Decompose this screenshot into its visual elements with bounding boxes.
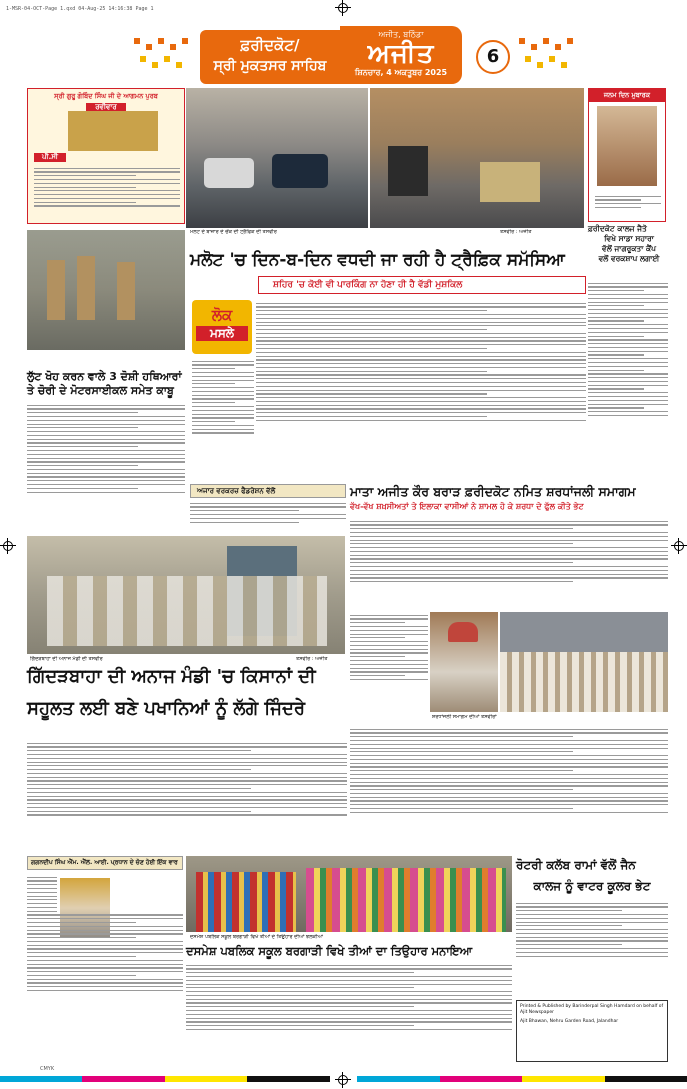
mandi-caption-right: ਤਸਵੀਰ : ਅਜੀਤ [296, 656, 328, 662]
traffic-headline [190, 250, 586, 270]
ad-body-text [34, 165, 180, 221]
page-number: 6 [476, 40, 510, 74]
traffic-subheadline-box [258, 276, 586, 294]
rotary-headline-line-1: ਰੋਟਰੀ ਕਲੱਬ ਰਾਮਾਂ ਵੱਲੋਂ ਜੈਨ [516, 858, 636, 872]
traffic-caption-left: ਮਲੋਟ ਦੇ ਬਾਜ਼ਾਰ ਦੇ ਚੌਂਕ ਦੀ ਟ੍ਰੈਫਿਕ ਦੀ ਤਸਵੀਰ [190, 229, 277, 235]
rotary-headline [516, 858, 668, 894]
imprint-box [516, 1000, 668, 1062]
traffic-photo-right [370, 88, 584, 228]
traffic-caption-right: ਤਸਵੀਰ : ਅਜੀਤ [500, 229, 532, 235]
newspaper-logo: ਅਜੀਤ [367, 39, 435, 69]
right-headline-line-1: ਫ਼ਰੀਦਕੋਟ ਕਾਲਜ ਜੈਤੋ [588, 224, 647, 233]
birthday-child-photo [597, 106, 657, 186]
shradhanjali-body-col [350, 612, 428, 712]
print-slug: 1-MSR-04-OCT-Page 1.qxd 04-Aug-25 14:16:38 Page 1 [6, 6, 154, 12]
ad-badge: ਪੀ.ਸੀ [34, 153, 66, 162]
shradhanjali-header [350, 484, 668, 514]
mandi-headline [27, 666, 347, 720]
shradhanjali-body [350, 518, 668, 610]
birthday-box [588, 88, 666, 222]
right-headline-line-2: ਵਿਖੇ ਸਾਡਾ ਸਹਾਰਾ [604, 234, 654, 243]
masle-label: ਮਸਲੇ [196, 326, 248, 341]
cmyk-label: CMYK [40, 1066, 55, 1072]
ad-subtitle: ਰਵੀਵਾਰ [86, 103, 126, 112]
bottom-left-headline-box [27, 856, 183, 870]
rotary-body [516, 900, 668, 988]
group-photo [27, 536, 345, 654]
lok-label: ਲੋਕ [211, 306, 233, 324]
bottom-left-headline: ਗਗਨਦੀਪ ਸਿੰਘ ਐੱਮ. ਐੱਲ. ਆਈ. ਪ੍ਰਧਾਨ ਦੇ ਚੋਣ ਹੋਈ ਇੱਕ ਵਾਰ [31, 859, 178, 866]
mandi-headline-line-1: ਗਿੱਦੜਬਾਹਾ ਦੀ ਅਨਾਜ ਮੰਡੀ 'ਚ ਕਿਸਾਨਾਂ ਦੀ [27, 666, 316, 687]
religious-ad-box [27, 88, 185, 224]
traffic-subheadline: ਸ਼ਹਿਰ 'ਚ ਕੋਈ ਵੀ ਪਾਰਕਿੰਗ ਨਾ ਹੋਣਾ ਹੀ ਹੈ ਵੱਡੀ ਮੁਸ਼ਕਿਲ [273, 280, 463, 290]
birthday-title: ਜਨਮ ਦਿਨ ਮੁਬਾਰਕ [589, 89, 665, 102]
federation-body [190, 500, 346, 536]
school-headline [186, 944, 512, 959]
school-photo-caption: ਦਸਮੇਸ਼ ਪਬਲਿਕ ਸਕੂਲ ਬਰਗਾੜੀ ਵਿਖੇ ਤੀਆਂ ਦੇ ਤਿਉਹਾਰ ਦੀਆਂ ਝਲਕੀਆਂ [190, 934, 323, 940]
issue-date: ਸ਼ਿਨਚਾਰ, 4 ਅਕਤੂਬਰ 2025 [354, 68, 448, 77]
edition-line-1: ਫ਼ਰੀਦਕੋਟ/ [240, 36, 300, 54]
bottom-left-body [27, 874, 183, 1062]
traffic-headline-text: ਮਲੋਟ 'ਚ ਦਿਨ-ਬ-ਦਿਨ ਵਧਦੀ ਜਾ ਰਹੀ ਹੈ ਟ੍ਰੈਫ਼ਿਕ ਸਮੱਸਿਆ [190, 250, 565, 270]
masthead-ornament-right [515, 30, 581, 80]
school-photo [186, 856, 512, 932]
mandi-body [27, 740, 347, 848]
ad-title: ਸ੍ਰੀ ਗੁਰੂ ਗੋਬਿੰਦ ਸਿੰਘ ਜੀ ਦੇ ਆਗਮਨ ਪੁਰਬ [54, 92, 158, 100]
birthday-text [595, 193, 661, 219]
imprint-line-2: Ajit Bhawan, Nehru Garden Road, Jalandhar [520, 1019, 619, 1024]
right-headline-line-3: ਵੱਲੋਂ ਜਾਗਰੂਕਤਾ ਕੈਂਪ [602, 244, 656, 253]
edition-banner [200, 30, 340, 84]
shradhanjali-photo-caption: ਸ਼ਰਧਾਂਜਲੀ ਸਮਾਗਮ ਦੀਆਂ ਤਸਵੀਰਾਂ [432, 714, 497, 720]
audience-photo [500, 612, 668, 712]
masthead-logo-block [340, 26, 462, 84]
police-photo [27, 230, 185, 350]
mandi-headline-line-2: ਸਹੂਲਤ ਲਈ ਬਣੇ ਪਖਾਨਿਆਂ ਨੂੰ ਲੱਗੇ ਜਿੰਦਰੇ [27, 698, 306, 719]
theft-headline [27, 370, 187, 398]
right-column-headline [588, 224, 670, 264]
lok-masle-box [192, 300, 252, 354]
theft-body [27, 402, 185, 530]
crop-mark-left [0, 538, 16, 554]
masthead-tagline: ਅਜੀਤ, ਬਠਿੰਡਾ [378, 30, 424, 39]
federation-kicker-box [190, 484, 346, 498]
gurdwara-photo [68, 111, 158, 151]
masthead-ornament-left [130, 30, 196, 80]
traffic-body-col-1 [192, 358, 254, 468]
theft-headline-line-1: ਲੁੱਟ ਖੋਹ ਕਰਨ ਵਾਲੇ 3 ਦੋਸ਼ੀ ਹਥਿਆਰਾਂ [27, 370, 182, 383]
school-headline-text: ਦਸਮੇਸ਼ ਪਬਲਿਕ ਸਕੂਲ ਬਰਗਾੜੀ ਵਿਖੇ ਤੀਆਂ ਦਾ ਤਿਉਹਾਰ ਮਨਾਇਆ [186, 944, 473, 958]
theft-headline-line-2: ਤੇ ਚੋਰੀ ਦੇ ਮੋਟਰਸਾਈਕਲ ਸਮੇਤ ਕਾਬੂ [27, 384, 174, 397]
rotary-headline-line-2: ਕਾਲਜ ਨੂੰ ਵਾਟਰ ਕੂਲਰ ਭੇਟ [533, 879, 651, 893]
crop-mark-right [671, 538, 687, 554]
traffic-body [256, 300, 586, 468]
shradhanjali-headline: ਮਾਤਾ ਅਜੀਤ ਕੌਰ ਬਰਾੜ ਫ਼ਰੀਦਕੋਟ ਨਮਿਤ ਸ਼ਰਧਾਂਜਲੀ ਸਮਾਗਮ [350, 484, 636, 499]
mandi-caption-left: ਗਿੱਦੜਬਾਹਾ ਦੀ ਅਨਾਜ ਮੰਡੀ ਦੀ ਤਸਵੀਰ [30, 656, 103, 662]
edition-line-2: ਸ੍ਰੀ ਮੁਕਤਸਰ ਸਾਹਿਬ [213, 58, 327, 74]
imprint-line-1: Printed & Published by Barinderpal Singh Hamdard on behalf of Ajit Newspaper [520, 1004, 664, 1015]
traffic-photo-left [186, 88, 368, 228]
speaker-photo [430, 612, 498, 712]
shradhanjali-subheadline: ਵੱਖ-ਵੱਖ ਸ਼ਖ਼ਸੀਅਤਾਂ ਤੇ ਇਲਾਕਾ ਵਾਸੀਆਂ ਨੇ ਸ਼ਾਮਲ ਹੋ ਕੇ ਸ਼ਰਧਾ ਦੇ ਫੁੱਲ ਕੀਤੇ ਭੇਟ [350, 502, 584, 511]
right-headline-line-4: ਵਲੋਂ ਵਰਕਸ਼ਾਪ ਲਗਾਈ [598, 254, 660, 263]
color-registration-strip [0, 1076, 687, 1082]
federation-kicker: ਅਜਾਰ ਵਰਕਰਜ਼ ਫੈਡਰੇਸ਼ਨ ਵੱਲੋਂ [197, 487, 276, 495]
right-column-body [588, 280, 668, 470]
school-body [186, 962, 512, 1062]
shradhanjali-body-lower [350, 726, 668, 852]
